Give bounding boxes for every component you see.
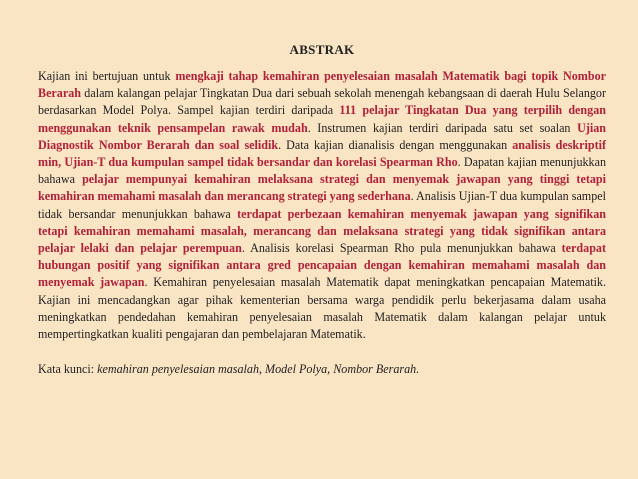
highlighted-text: pelajar mempunyai kemahiran melaksana strategi dan menyemak jawapan yang tinggi tetapi kemahiran memahami masalah dan merancang strategi yang sederhana <box>38 172 606 204</box>
body-text: Kajian ini bertujuan untuk <box>38 69 176 83</box>
body-text: . Dapatan kajian menunjukkan bahawa <box>38 155 606 187</box>
abstract-body <box>38 68 606 343</box>
keywords-label: Kata kunci: <box>38 362 98 377</box>
highlighted-text: analisis deskriptif min, Ujian-T dua kumpulan sampel tidak bersandar dan korelasi Spearman Rho <box>38 137 606 170</box>
highlighted-text: Ujian Diagnostik Nombor Berarah dan soal selidik <box>38 120 606 152</box>
body-text: . Data kajian dianalisis dengan menggunakan <box>278 137 513 152</box>
body-text: . Analisis Ujian-T dua kumpulan sampel tidak bersandar menunjukkan bahawa <box>38 189 606 221</box>
highlighted-text: mengkaji tahap kemahiran penyelesaian masalah Matematik bagi topik Nombor Berarah <box>38 69 606 101</box>
highlighted-text: 111 pelajar Tingkatan Dua yang terpilih dengan menggunakan teknik pensampelan rawak mudah <box>38 103 606 135</box>
body-text: . Analisis korelasi Spearman Rho pula menunjukkan bahawa <box>241 241 562 256</box>
abstract-title: ABSTRAK <box>289 42 355 57</box>
keywords-line <box>38 361 606 378</box>
highlighted-text: terdapat perbezaan kemahiran menyemak jawapan yang signifikan tetapi kemahiran memahami masalah, merancang dan melaksana strategi yang tidak signifikan antara pelajar lelaki dan pelajar perempuan <box>38 206 606 256</box>
body-text: . Instrumen kajian terdiri daripada satu set soalan <box>307 120 578 135</box>
keywords-terms: kemahiran penyelesaian masalah, Model Polya, Nombor Berarah. <box>97 362 420 377</box>
highlighted-text: terdapat hubungan positif yang signifikan antara gred pencapaian dengan kemahiran memahami masalah dan menyemak jawapan <box>38 241 606 290</box>
body-text: dalam kalangan pelajar Tingkatan Dua dari sebuah sekolah menengah kebangsaan di daerah Hulu Selangor berdasarkan Model Polya. Sampel kajian terdiri daripada <box>38 86 606 118</box>
body-text: . Kemahiran penyelesaian masalah Matematik dapat meningkatkan pencapaian Matematik. Kajian ini mencadangkan agar pihak kementerian bersama warga pendidik perlu bekerjasama dalam usaha meningkatkan pendedahan kemahiran penyelesaian masalah Matematik dalam kalangan pelajar untuk mempertingkatkan kualiti pengajaran dan pembelajaran Matematik. <box>38 275 607 342</box>
